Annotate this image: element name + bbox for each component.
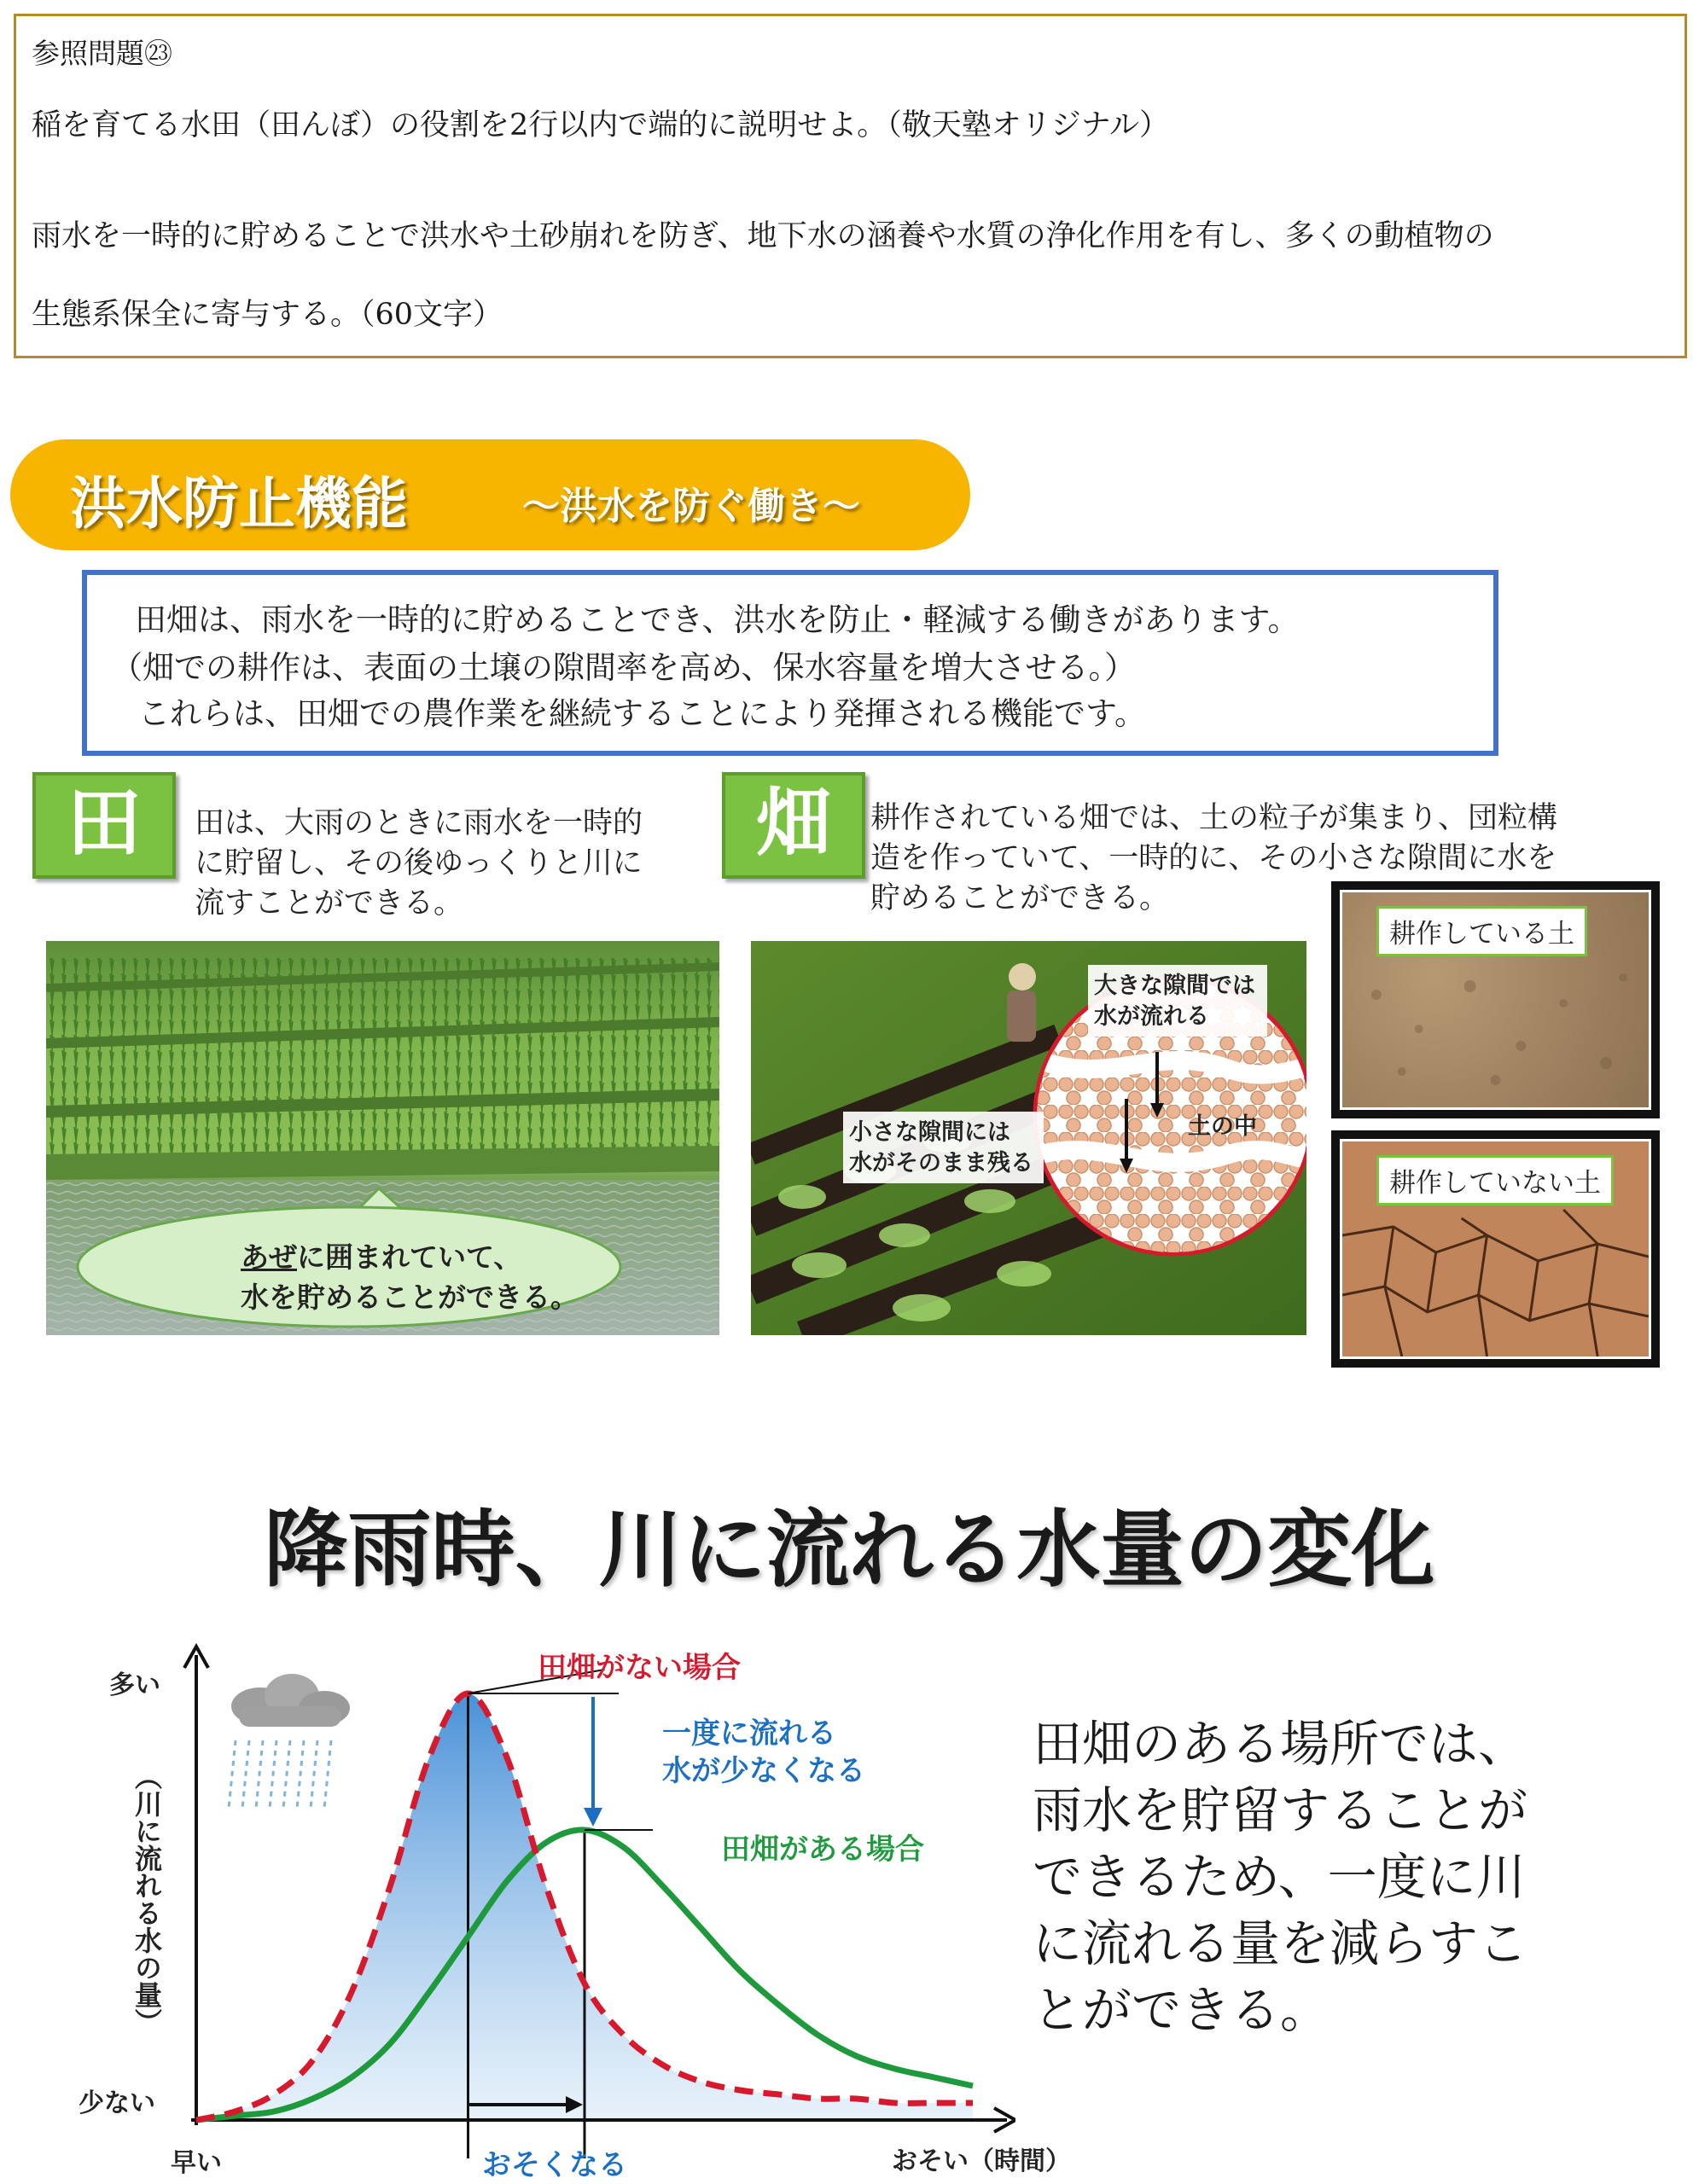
small-gap-line-2: 水がそのまま残る [849,1150,1033,1176]
reduction-annotation [662,1715,865,1790]
paddy-desc-line-1: 田は、大雨のときに雨水を一時的 [195,806,643,840]
explain-line-2: 雨水を貯留することが [1033,1781,1528,1839]
paddy-label-badge: 田 [32,772,176,879]
farm-field-photo [751,941,1306,1335]
answer-line-1: 雨水を一時的に貯めることで洪水や土砂崩れを防ぎ、地下水の涵養や水質の浄化作用を有し、多くの動植物の [32,219,1494,253]
intro-line-2: （畑での耕作は、表面の土壌の隙間率を高め、保水容量を増大させる。） [111,649,1137,686]
bubble-line-2: 水を貯めることができる。 [241,1281,579,1314]
reduction-arrowhead [584,1808,602,1827]
x-left-label: 早い [171,2148,222,2178]
x-delay-label: おそくなる [482,2148,627,2182]
explain-line-3: できるため、一度に川 [1033,1848,1526,1906]
annotation-line-1: 一度に流れる [662,1716,836,1751]
field-desc-line-2: 造を作っていて、一時的に、その小さな隙間に水を [870,841,1557,875]
soil-inside-label: 土の中 [1188,1113,1257,1140]
y-top-label: 多い [109,1670,160,1700]
explain-line-5: とができる。 [1033,1981,1330,2039]
paddy-desc-line-2: に貯留し、その後ゆっくりと川に [195,846,643,880]
rain-cloud-icon [229,1674,350,1809]
tilled-soil-photo [1331,881,1660,1118]
explain-line-1: 田畑のある場所では、 [1033,1715,1528,1773]
paddy-desc-line-3: 流すことができる。 [195,886,464,921]
field-desc-line-1: 耕作されている畑では、土の粒子が集まり、団粒構 [870,801,1558,835]
field-desc-line-3: 貯めることができる。 [870,881,1170,915]
series-with-fields-label: 田畑がある場合 [721,1833,924,1867]
intro-line-3: これらは、田畑での農作業を継続することにより発揮される機能です。 [138,695,1147,732]
explain-line-4: に流れる量を減らすこ [1033,1914,1528,1972]
intro-line-1: 田畑は、雨水を一時的に貯めることでき、洪水を防止・軽減する働きがあります。 [135,601,1300,638]
answer-line-2: 生態系保全に寄与する。（60文字） [32,298,503,332]
paddy-description [195,804,643,924]
untilled-soil-photo [1331,1130,1660,1368]
tilled-soil-label: 耕作している土 [1376,906,1587,956]
annotation-line-2: 水が少なくなる [662,1754,865,1788]
question-label: 参照問題㉓ [32,37,172,70]
chart-section-title: 降雨時、川に流れる水量の変化 [264,1502,1435,1599]
field-label-badge: 畑 [722,772,865,879]
chart-explanation [1033,1711,1527,2043]
section-banner [10,439,970,550]
rice-paddy-photo [46,941,719,1335]
y-bottom-label: 少ない [79,2088,155,2118]
banner-subtitle: ～洪水を防ぐ働き～ [522,485,860,528]
untilled-soil-label: 耕作していない土 [1376,1155,1614,1205]
bubble-line-1-rest: に囲まれていて、 [297,1240,522,1274]
small-gap-label [849,1118,1033,1179]
x-right-label: おそい（時間） [892,2146,1071,2176]
small-gap-line-1: 小さな隙間には [849,1119,1010,1146]
paddy-bubble-text [241,1235,579,1316]
question-box [14,14,1687,358]
y-axis-label: （川に流れる水の量） [131,1763,163,2036]
bubble-underlined-word: あぜ [241,1240,297,1274]
series-no-fields-label: 田畑がない場合 [538,1651,741,1685]
big-gap-line-1: 大きな隙間では [1094,973,1255,999]
big-gap-line-2: 水が流れる [1094,1003,1209,1030]
banner-title: 洪水防止機能 [70,471,408,537]
question-prompt: 稲を育てる水田（田んぼ）の役割を2行以内で端的に説明せよ。（敬天塾オリジナル） [32,108,1170,142]
big-gap-label [1094,971,1255,1032]
intro-box [82,570,1498,756]
river-flow-chart [68,1621,1015,2184]
